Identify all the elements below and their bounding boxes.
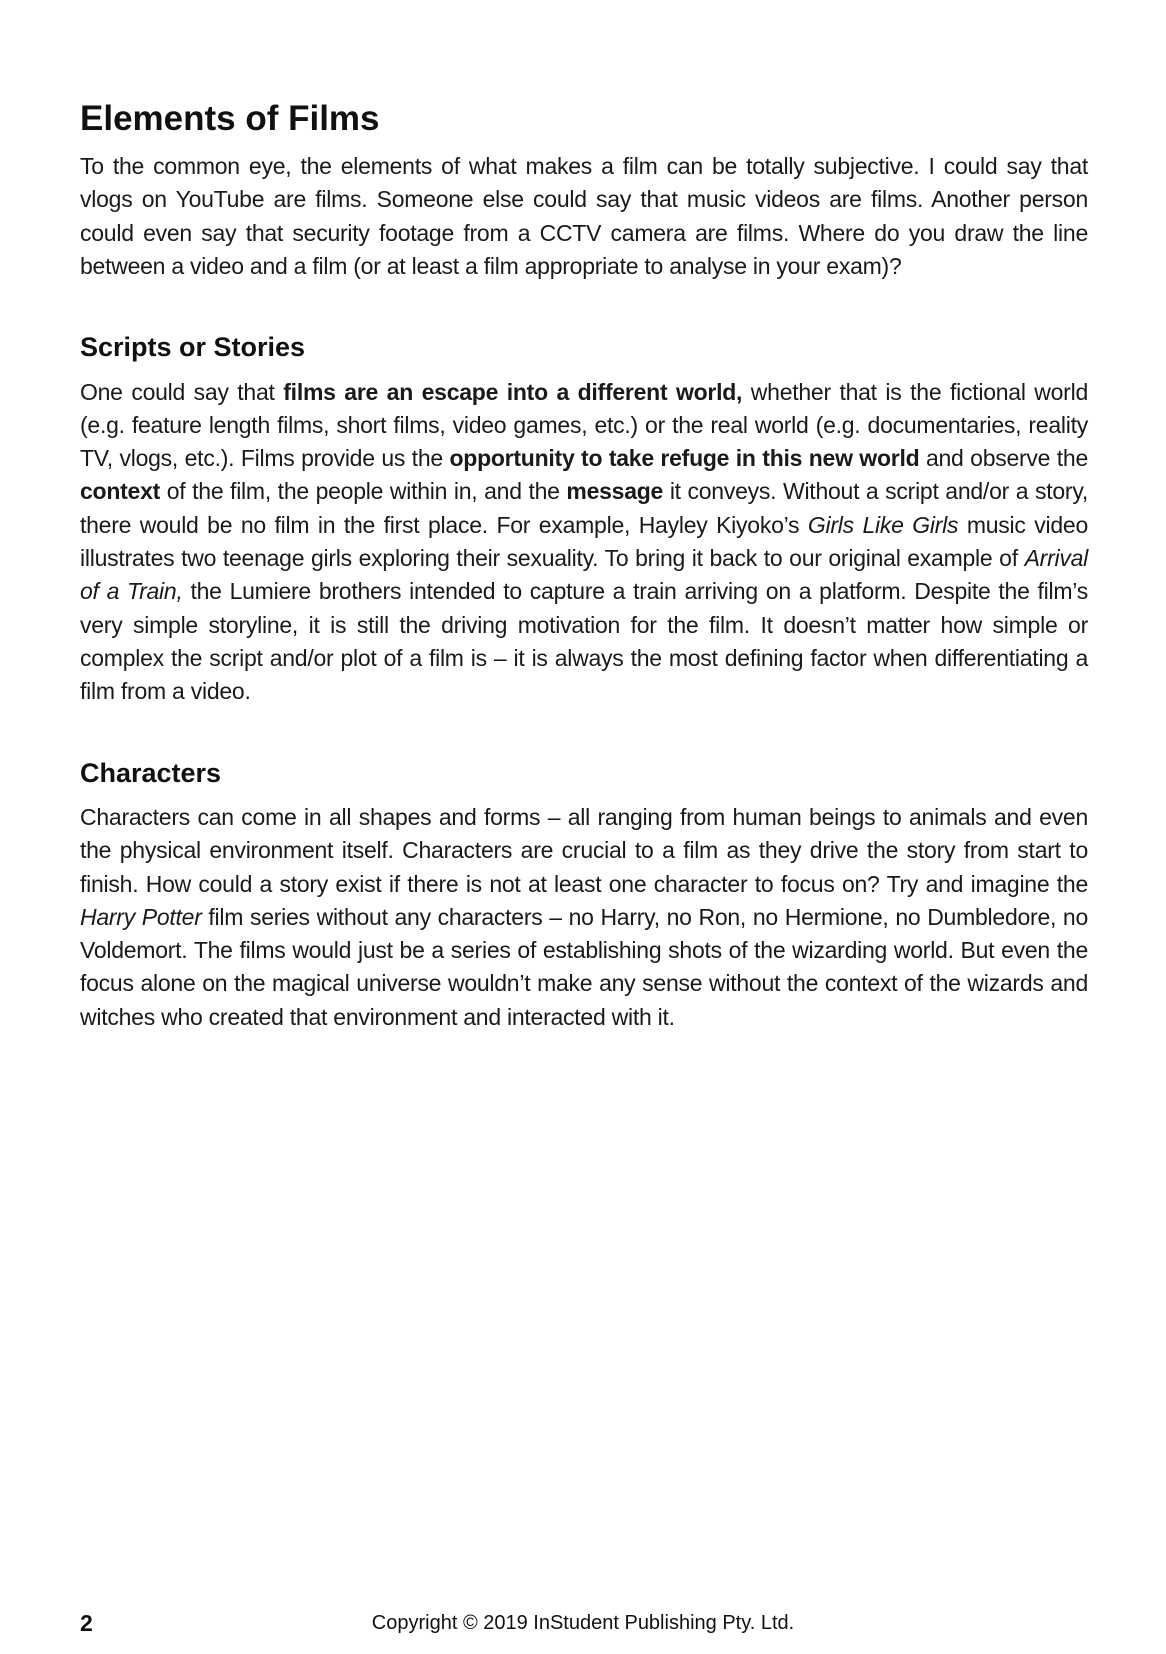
section-heading-scripts: Scripts or Stories — [80, 332, 306, 363]
characters-paragraph — [80, 801, 1088, 1034]
text-run: Characters can come in all shapes and forms – all ranging from human beings to animals and even the physical environment itself. Characters are crucial to a film as they drive the story from start to finish. How could a story exist if there is not at least one character to focus on? Try and imagine the — [80, 803, 1088, 897]
text-run: of the film, the people within in, and the — [160, 478, 567, 505]
italic-title: Girls Like Girls — [807, 511, 959, 538]
text-run: whether that is the fictional world (e.g. feature length films, short films, video games, etc.) or the real world (e.g. documentaries, reality TV, vlogs, etc.). Films provide us the — [80, 378, 1088, 472]
text-run: the Lumiere brothers intended to capture a train arriving on a platform. Despite the film’s very simple storyline, it is still the driving motivation for the film. It doesn’t matter how simple or complex the script and/or plot of a film is – it is always the most defining factor when differentiating a film from a video. — [80, 578, 1088, 705]
text-run: One could say that — [80, 378, 284, 405]
bold-phrase: films are an escape into a different world, — [283, 378, 743, 405]
intro-paragraph: To the common eye, the elements of what makes a film can be totally subjective. I could say that vlogs on YouTube are films. Someone else could say that music videos are films. Another person could even say that security footage from a CCTV camera are films. Where do you draw the line between a video and a film (or at least a film appropriate to analyse in your exam)? — [80, 153, 1088, 279]
bold-phrase: message — [566, 478, 664, 505]
text-run: it conveys. Without a script and/or a story, there would be no film in the first place. For example, Hayley Kiyoko’s — [80, 478, 1088, 538]
bold-phrase: opportunity to take refuge in this new world — [449, 445, 920, 472]
page-number: 2 — [80, 1610, 93, 1636]
italic-title: Harry Potter — [80, 903, 202, 930]
bold-phrase: context — [80, 478, 161, 505]
copyright-notice: Copyright © 2019 InStudent Publishing Pty. Ltd. — [371, 1612, 795, 1634]
page-content — [80, 98, 1088, 1034]
section-heading-characters: Characters — [80, 757, 222, 788]
scripts-paragraph — [80, 376, 1088, 709]
italic-title: Arrival of a Train, — [80, 545, 1088, 605]
page-title: Elements of Films — [80, 99, 380, 138]
text-run: and observe the — [919, 445, 1089, 472]
text-run: film series without any characters – no Harry, no Ron, no Hermione, no Dumbledore, no Voldemort. The films would just be a series of establishing shots of the wizarding world. But even the focus alone on the magical universe wouldn’t make any sense without the context of the wizards and witches who created that environment and interacted with it. — [80, 903, 1088, 1030]
text-run: music video illustrates two teenage girls exploring their sexuality. To bring it back to our original example of — [80, 511, 1088, 572]
